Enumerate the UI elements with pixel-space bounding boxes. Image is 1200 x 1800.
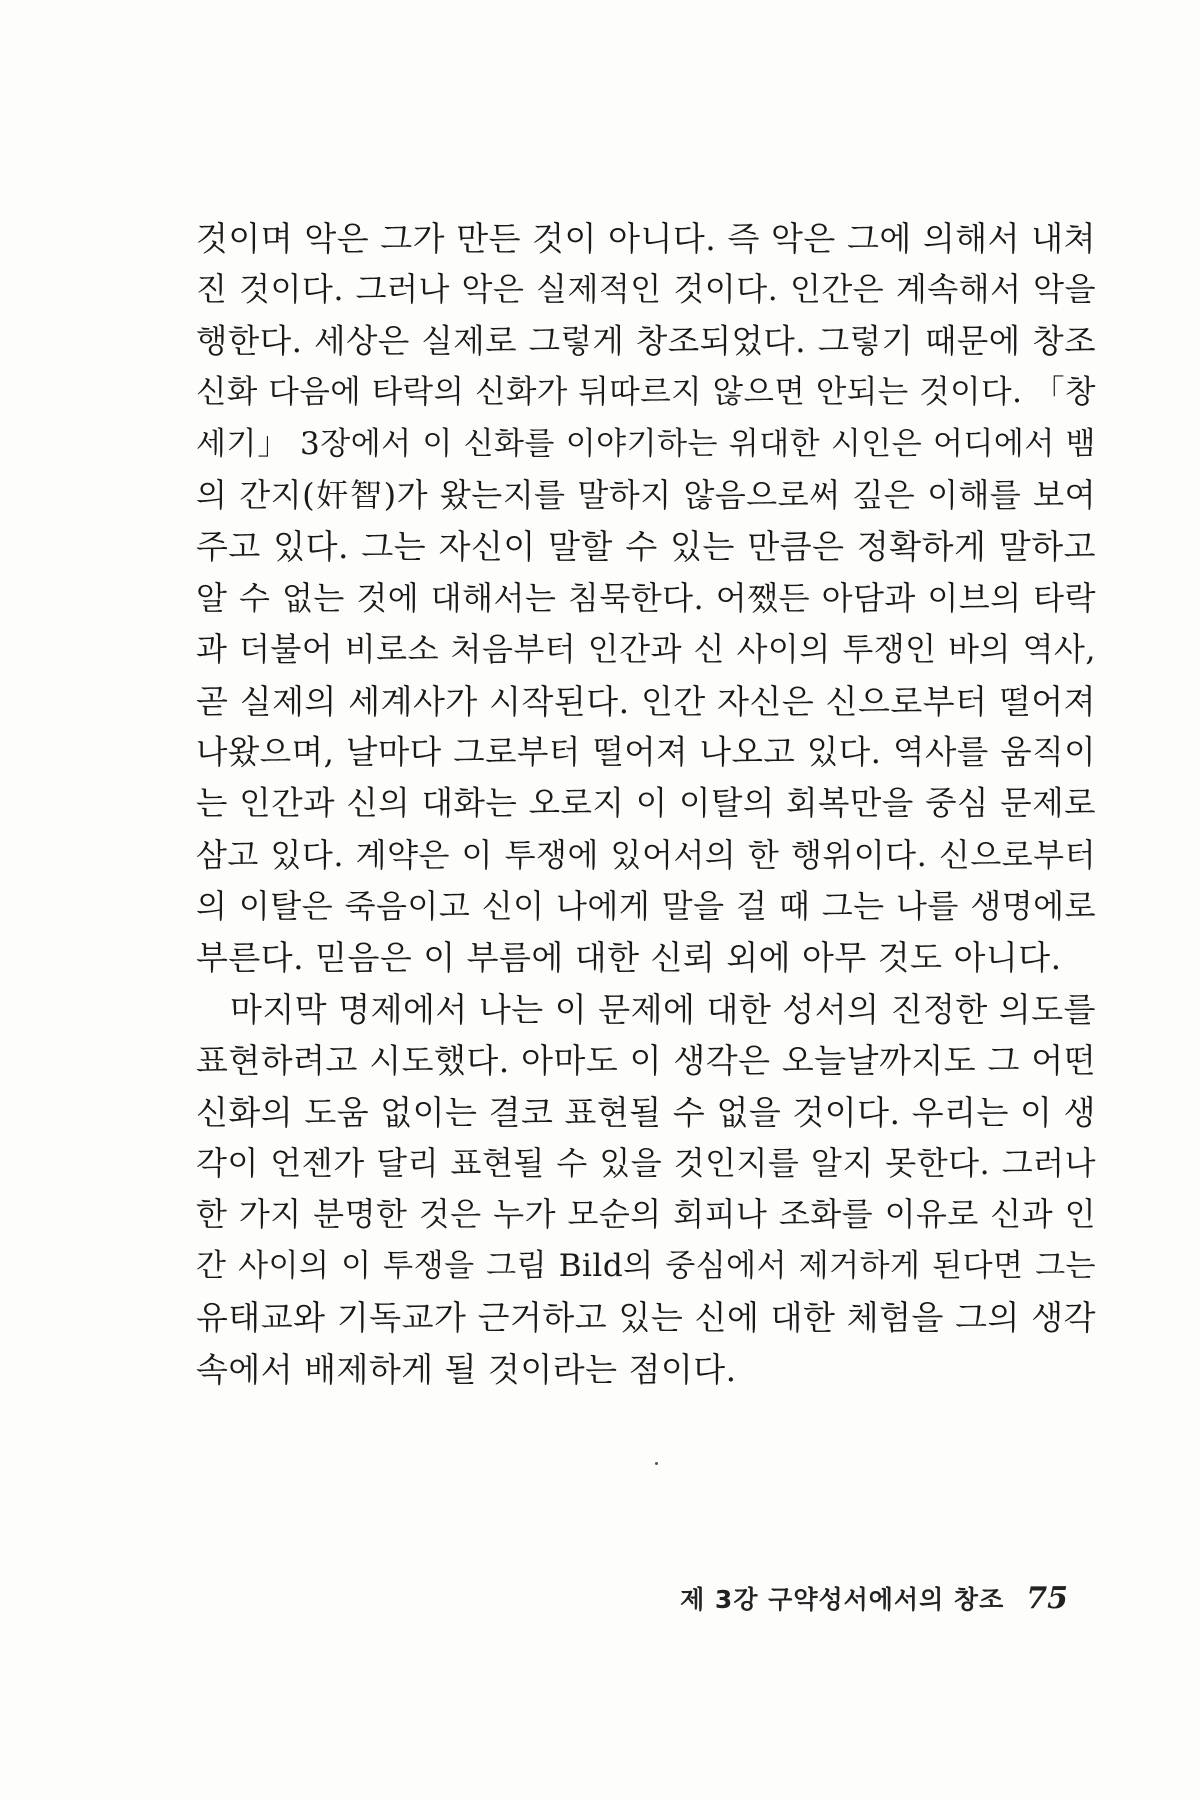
text-line: 과 더불어 비로소 처음부터 인간과 신 사이의 투쟁인 바의 역사,: [196, 630, 1096, 669]
text-line: 의 이탈은 죽음이고 신이 나에게 말을 걸 때 그는 나를 생명에로: [196, 887, 1096, 926]
scan-speck: [655, 1462, 658, 1465]
text-line: 주고 있다. 그는 자신이 말할 수 있는 만큼은 정확하게 말하고: [196, 527, 1096, 567]
text-line: 것이며 악은 그가 만든 것이 아니다. 즉 악은 그에 의해서 내쳐: [196, 219, 1096, 258]
text-line: 간 사이의 이 투쟁을 그림 Bild의 중심에서 제거하게 된다면 그는: [196, 1247, 1096, 1284]
running-head: 제 3강 구약성서에서의 창조: [680, 1585, 1005, 1614]
text-line: 알 수 없는 것에 대해서는 침묵한다. 어쨌든 아담과 이브의 타락: [196, 578, 1096, 617]
text-line: 신화 다음에 타락의 신화가 뒤따르지 않으면 안되는 것이다. 「창: [196, 374, 1096, 411]
text-line: 진 것이다. 그러나 악은 실제적인 것이다. 인간은 계속해서 악을: [196, 270, 1096, 309]
text-line: 의 간지(奸智)가 왔는지를 말하지 않음으로써 깊은 이해를 보여: [196, 475, 1096, 514]
text-line: 유태교와 기독교가 근거하고 있는 신에 대한 체험을 그의 생각: [196, 1298, 1096, 1338]
text-line: 곧 실제의 세계사가 시작된다. 인간 자신은 신으로부터 떨어져: [196, 681, 1096, 721]
text-line: 삼고 있다. 계약은 이 투쟁에 있어서의 한 행위이다. 신으로부터: [196, 835, 1096, 874]
text-line: 세기」 3장에서 이 신화를 이야기하는 위대한 시인은 어디에서 뱀: [196, 425, 1096, 462]
text-line: 속에서 배제하게 될 것이라는 점이다.: [196, 1349, 737, 1389]
page-number: 75: [1026, 1581, 1068, 1616]
text-line: 한 가지 분명한 것은 누가 모순의 회피나 조화를 이유로 신과 인: [196, 1195, 1096, 1234]
page-footer: [680, 1580, 1068, 1620]
text-line: 부른다. 믿음은 이 부름에 대한 신뢰 외에 아무 것도 아니다.: [196, 938, 1062, 978]
text-line: 각이 언젠가 달리 표현될 수 있을 것인지를 알지 못한다. 그러나: [196, 1144, 1096, 1183]
text-line: 신화의 도움 없이는 결코 표현될 수 없을 것이다. 우리는 이 생: [196, 1092, 1096, 1132]
text-line: 나왔으며, 날마다 그로부터 떨어져 나오고 있다. 역사를 움직이: [196, 732, 1096, 771]
text-line: 는 인간과 신의 대화는 오로지 이 이탈의 회복만을 중심 문제로: [196, 784, 1096, 823]
paragraph-start-line: 마지막 명제에서 나는 이 문제에 대한 성서의 진정한 의도를: [230, 989, 1096, 1029]
text-line: 행한다. 세상은 실제로 그렇게 창조되었다. 그렇기 때문에 창조: [196, 321, 1096, 360]
body-text: [196, 213, 1096, 1395]
text-line: 표현하려고 시도했다. 아마도 이 생각은 오늘날까지도 그 어떤: [196, 1041, 1096, 1081]
